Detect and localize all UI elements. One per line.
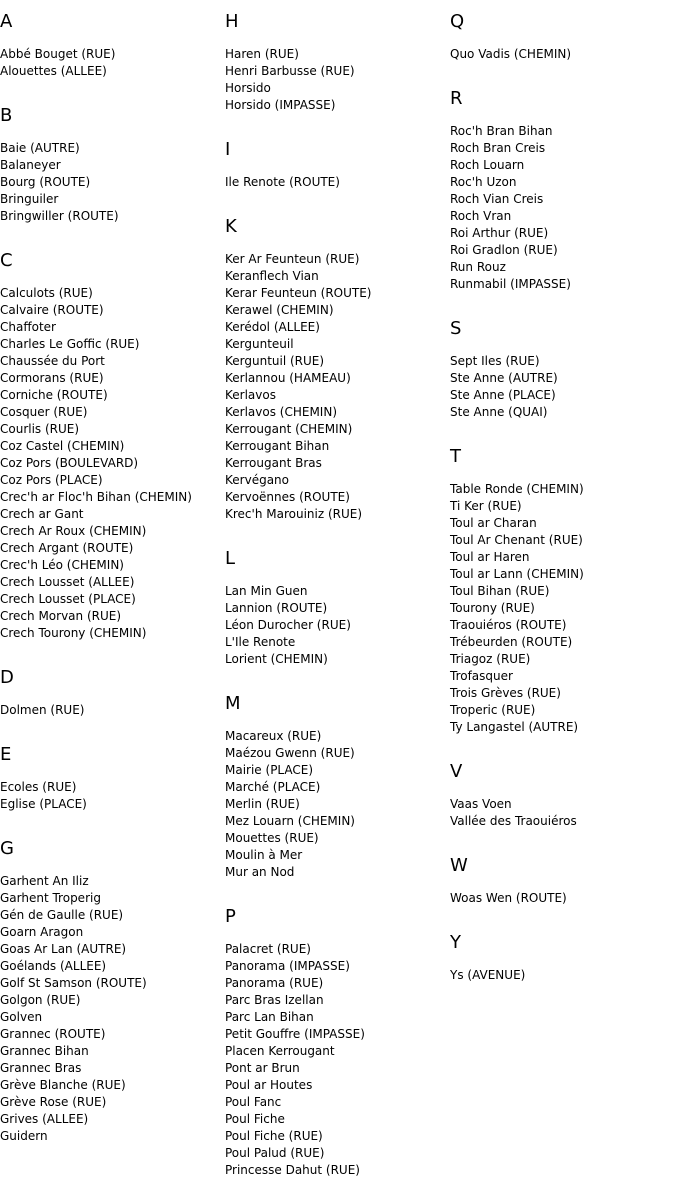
letter-heading: B [0,105,13,126]
street-link[interactable]: Woas Wen (ROUTE) [450,891,567,905]
letter-group [450,760,675,830]
street-link[interactable]: Grève Rose (RUE) [0,1095,107,1109]
letter-heading: Q [450,11,465,32]
street-list [450,123,675,293]
street-link[interactable]: Cormorans (RUE) [0,371,104,385]
street-link[interactable]: Eglise (PLACE) [0,797,87,811]
street-list [225,251,450,523]
letter-heading: T [450,446,461,467]
street-link[interactable]: Kerrougant Bihan [225,439,330,453]
street-link[interactable]: Kerlannou (HAMEAU) [225,371,351,385]
street-link[interactable]: Abbé Bouget (RUE) [0,47,116,61]
street-link[interactable]: Roc'h Uzon [450,175,517,189]
street-link[interactable]: Guidern [0,1129,48,1143]
street-link[interactable]: Corniche (ROUTE) [0,388,108,402]
street-link[interactable]: Poul ar Houtes [225,1078,313,1092]
street-link[interactable]: Vallée des Traouiéros [450,814,577,828]
letter-heading: E [0,744,12,765]
street-link[interactable]: Golf St Samson (ROUTE) [0,976,147,990]
letter-group [225,10,450,114]
street-link[interactable]: Cosquer (RUE) [0,405,88,419]
street-link[interactable]: Trébeurden (ROUTE) [450,635,573,649]
letter-heading: C [0,250,13,271]
letter-group [0,104,225,225]
street-link[interactable]: Chaffoter [0,320,56,334]
letter-group [450,931,675,984]
street-link[interactable]: Trois Grèves (RUE) [450,686,561,700]
street-link[interactable]: Bringuiler [0,192,59,206]
street-link[interactable]: Garhent Troperig [0,891,101,905]
letter-group [450,445,675,736]
street-link[interactable]: Kerawel (CHEMIN) [225,303,334,317]
street-link[interactable]: Haren (RUE) [225,47,299,61]
index-column [0,10,225,1169]
letter-group [0,10,225,80]
letter-group [450,317,675,421]
street-link[interactable]: Coz Castel (CHEMIN) [0,439,125,453]
street-list [225,174,450,191]
street-link[interactable]: Balaneyer [0,158,61,172]
street-list [0,140,225,225]
street-link[interactable]: L'Ile Renote [225,635,296,649]
street-list [0,779,225,813]
letter-group [0,837,225,1145]
street-link[interactable]: Goélands (ALLEE) [0,959,107,973]
street-link[interactable]: Parc Bras Izellan [225,993,324,1007]
letter-group [225,905,450,1179]
street-link[interactable]: Kerlavos [225,388,276,402]
street-link[interactable]: Alouettes (ALLEE) [0,64,107,78]
street-link[interactable]: Marché (PLACE) [225,780,321,794]
street-link[interactable]: Crech Tourony (CHEMIN) [0,626,147,640]
street-link[interactable]: Golven [0,1010,43,1024]
street-list [0,702,225,719]
street-link[interactable]: Merlin (RUE) [225,797,300,811]
street-link[interactable]: Toul ar Haren [450,550,530,564]
street-link[interactable]: Baie (AUTRE) [0,141,80,155]
letter-group [0,743,225,813]
street-link[interactable]: Toul Bihan (RUE) [450,584,550,598]
street-link[interactable]: Sept Iles (RUE) [450,354,540,368]
street-link[interactable]: Kerguntuil (RUE) [225,354,325,368]
street-link[interactable]: Panorama (RUE) [225,976,324,990]
street-link[interactable]: Ecoles (RUE) [0,780,77,794]
letter-group [450,10,675,63]
street-link[interactable]: Kergunteuil [225,337,294,351]
letter-group [450,87,675,293]
street-link[interactable]: Calculots (RUE) [0,286,93,300]
street-list [450,796,675,830]
street-link[interactable]: Crec'h Léo (CHEMIN) [0,558,124,572]
street-link[interactable]: Mur an Nod [225,865,295,879]
street-link[interactable]: Poul Palud (RUE) [225,1146,325,1160]
street-link[interactable]: Lorient (CHEMIN) [225,652,328,666]
street-link[interactable]: Toul ar Lann (CHEMIN) [450,567,584,581]
street-link[interactable]: Triagoz (RUE) [450,652,531,666]
street-link[interactable]: Roc'h Bran Bihan [450,124,553,138]
letter-heading: P [225,906,236,927]
street-link[interactable]: Crech Morvan (RUE) [0,609,122,623]
street-link[interactable]: Ste Anne (PLACE) [450,388,556,402]
street-link[interactable]: Mairie (PLACE) [225,763,314,777]
street-link[interactable]: Dolmen (RUE) [0,703,85,717]
street-link[interactable]: Ti Ker (RUE) [450,499,522,513]
letter-group [225,215,450,523]
street-list [450,353,675,421]
street-link[interactable]: Panorama (IMPASSE) [225,959,350,973]
street-link[interactable]: Mez Louarn (CHEMIN) [225,814,355,828]
index-column [450,10,675,1008]
letter-heading: A [0,11,13,32]
street-link[interactable]: Roi Arthur (RUE) [450,226,549,240]
letter-heading: Y [450,932,461,953]
street-link[interactable]: Courlis (RUE) [0,422,80,436]
street-link[interactable]: Grannec Bihan [0,1044,89,1058]
street-link[interactable]: Mouettes (RUE) [225,831,319,845]
street-list [0,285,225,642]
street-link[interactable]: Léon Durocher (RUE) [225,618,351,632]
street-link[interactable]: Quo Vadis (CHEMIN) [450,47,572,61]
street-link[interactable]: Kerrougant (CHEMIN) [225,422,353,436]
street-link[interactable]: Golgon (RUE) [0,993,81,1007]
street-link[interactable]: Ste Anne (AUTRE) [450,371,558,385]
letter-heading: R [450,88,463,109]
street-list [450,481,675,736]
street-link[interactable]: Lan Min Guen [225,584,308,598]
street-link[interactable]: Palacret (RUE) [225,942,311,956]
street-list [450,967,675,984]
street-link[interactable]: Crech Lousset (PLACE) [0,592,136,606]
street-link[interactable]: Ile Renote (ROUTE) [225,175,340,189]
street-link[interactable]: Placen Kerrougant [225,1044,335,1058]
street-link[interactable]: Toul Ar Chenant (RUE) [450,533,583,547]
street-link[interactable]: Roch Vran [450,209,512,223]
index-column [225,10,450,1203]
letter-group [225,692,450,881]
street-list [450,890,675,907]
street-link[interactable]: Petit Gouffre (IMPASSE) [225,1027,365,1041]
letter-group [225,547,450,668]
street-link[interactable]: Gén de Gaulle (RUE) [0,908,124,922]
street-link[interactable]: Henri Barbusse (RUE) [225,64,355,78]
street-link[interactable]: Grève Blanche (RUE) [0,1078,126,1092]
street-link[interactable]: Roch Bran Creis [450,141,546,155]
street-link[interactable]: Princesse Dahut (RUE) [225,1163,360,1177]
street-link[interactable]: Ty Langastel (AUTRE) [450,720,579,734]
street-link[interactable]: Grannec Bras [0,1061,82,1075]
street-link[interactable]: Bringwiller (ROUTE) [0,209,119,223]
letter-heading: M [225,693,241,714]
letter-heading: V [450,761,463,782]
street-link[interactable]: Kerar Feunteun (ROUTE) [225,286,372,300]
street-link[interactable]: Crech Lousset (ALLEE) [0,575,135,589]
letter-heading: H [225,11,239,32]
street-link[interactable]: Table Ronde (CHEMIN) [450,482,584,496]
street-list [225,728,450,881]
letter-heading: L [225,548,236,569]
street-link[interactable]: Crech Argant (ROUTE) [0,541,134,555]
street-link[interactable]: Bourg (ROUTE) [0,175,91,189]
street-link[interactable]: Goarn Aragon [0,925,84,939]
street-link[interactable]: Crec'h ar Floc'h Bihan (CHEMIN) [0,490,192,504]
street-link[interactable]: Poul Fiche (RUE) [225,1129,323,1143]
street-link[interactable]: Parc Lan Bihan [225,1010,314,1024]
street-link[interactable]: Kerlavos (CHEMIN) [225,405,338,419]
street-link[interactable]: Chaussée du Port [0,354,105,368]
street-link[interactable]: Crech Ar Roux (CHEMIN) [0,524,147,538]
street-link[interactable]: Vaas Voen [450,797,512,811]
street-link[interactable]: Krec'h Marouiniz (RUE) [225,507,363,521]
street-link[interactable]: Trofasquer [450,669,513,683]
street-link[interactable]: Grannec (ROUTE) [0,1027,106,1041]
street-link[interactable]: Kerrougant Bras [225,456,322,470]
street-link[interactable]: Lannion (ROUTE) [225,601,328,615]
street-link[interactable]: Macareux (RUE) [225,729,322,743]
street-link[interactable]: Roch Louarn [450,158,525,172]
street-link[interactable]: Kervoënnes (ROUTE) [225,490,350,504]
letter-heading: I [225,139,231,160]
street-link[interactable]: Calvaire (ROUTE) [0,303,104,317]
street-link[interactable]: Crech ar Gant [0,507,84,521]
street-link[interactable]: Maézou Gwenn (RUE) [225,746,355,760]
street-link[interactable]: Tourony (RUE) [450,601,535,615]
street-link[interactable]: Keranflech Vian [225,269,319,283]
street-link[interactable]: Poul Fiche [225,1112,285,1126]
street-list [225,46,450,114]
letter-group [0,666,225,719]
street-link[interactable]: Coz Pors (BOULEVARD) [0,456,139,470]
street-link[interactable]: Charles Le Goffic (RUE) [0,337,140,351]
letter-group [450,854,675,907]
street-link[interactable]: Ys (AVENUE) [450,968,526,982]
letter-group [225,138,450,191]
street-link[interactable]: Troperic (RUE) [450,703,536,717]
letter-heading: S [450,318,462,339]
street-link[interactable]: Traouiéros (ROUTE) [450,618,567,632]
street-list [225,583,450,668]
letter-heading: W [450,855,468,876]
street-link[interactable]: Runmabil (IMPASSE) [450,277,571,291]
street-link[interactable]: Kervégano [225,473,289,487]
letter-heading: G [0,838,14,859]
street-link[interactable]: Grives (ALLEE) [0,1112,89,1126]
letter-group [0,249,225,642]
street-link[interactable]: Pont ar Brun [225,1061,300,1075]
street-list [225,941,450,1179]
street-link[interactable]: Poul Fanc [225,1095,282,1109]
street-list [450,46,675,63]
letter-heading: D [0,667,14,688]
street-link[interactable]: Toul ar Charan [450,516,537,530]
street-link[interactable]: Ste Anne (QUAI) [450,405,548,419]
street-link[interactable]: Kerédol (ALLEE) [225,320,320,334]
street-list [0,873,225,1145]
street-link[interactable]: Garhent An Iliz [0,874,89,888]
street-list [0,46,225,80]
street-link[interactable]: Goas Ar Lan (AUTRE) [0,942,127,956]
street-link[interactable]: Moulin à Mer [225,848,303,862]
street-link[interactable]: Ker Ar Feunteun (RUE) [225,252,360,266]
street-link[interactable]: Roch Vian Creis [450,192,544,206]
street-link[interactable]: Horsido (IMPASSE) [225,98,336,112]
letter-heading: K [225,216,237,237]
street-link[interactable]: Roi Gradlon (RUE) [450,243,558,257]
street-link[interactable]: Run Rouz [450,260,506,274]
street-link[interactable]: Coz Pors (PLACE) [0,473,103,487]
street-link[interactable]: Horsido [225,81,271,95]
